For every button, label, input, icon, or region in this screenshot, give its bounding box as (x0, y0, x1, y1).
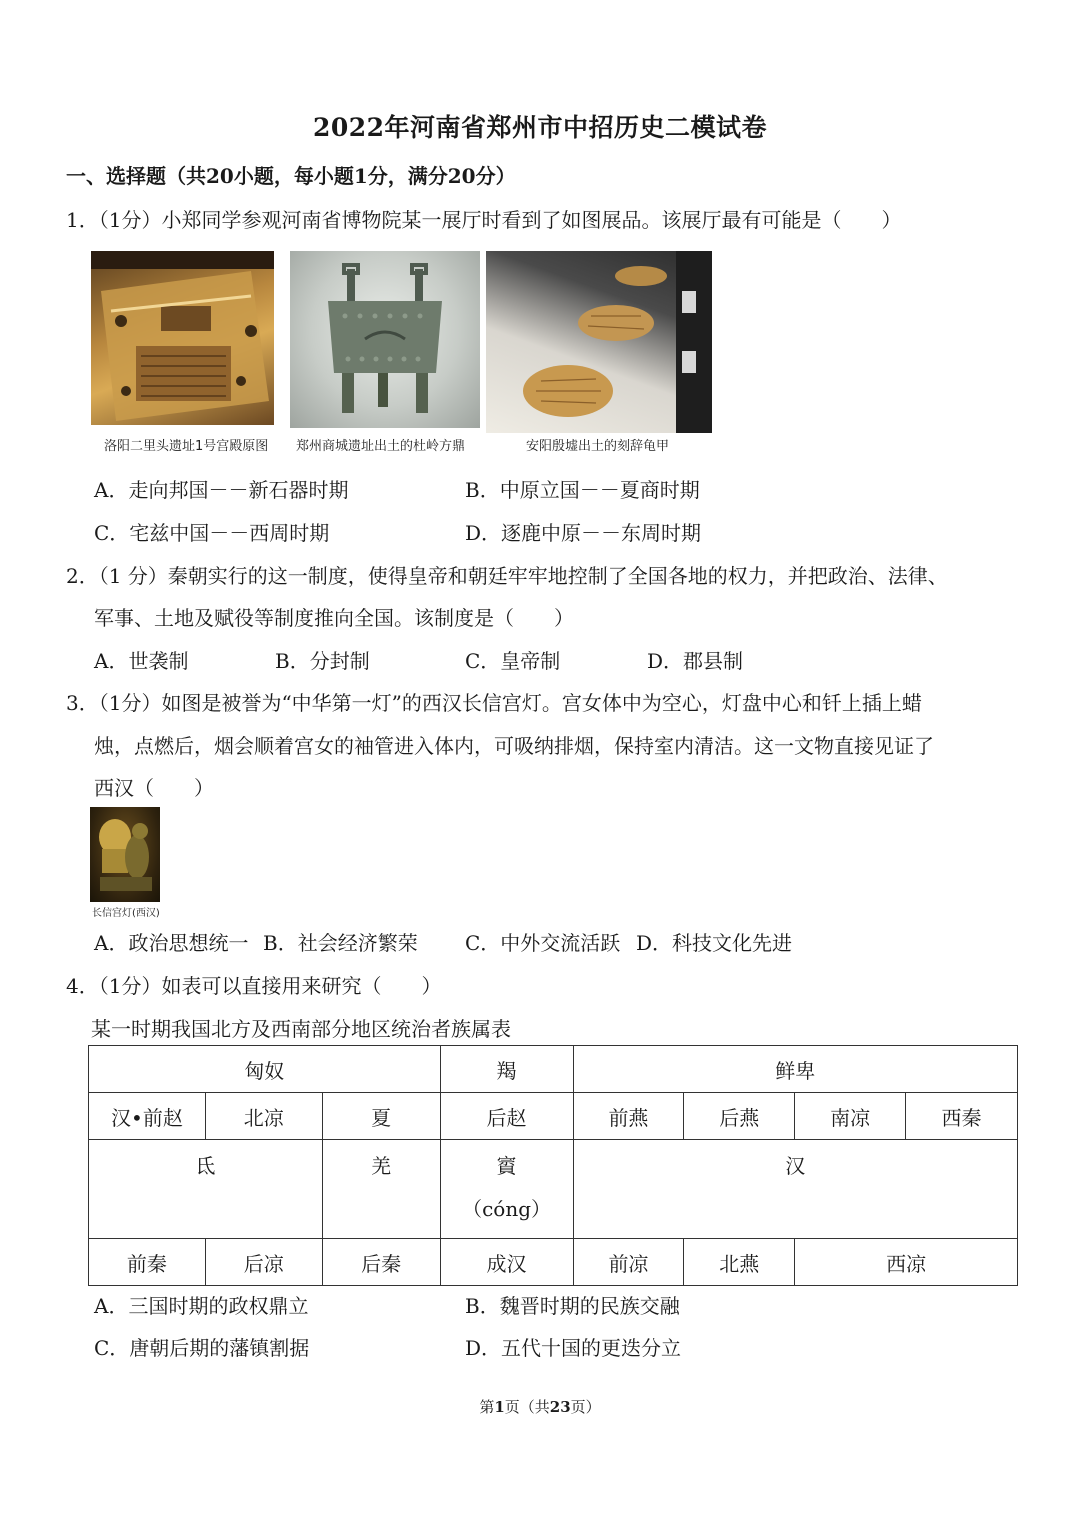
q3-stem-line3: 西汉（ ） (94, 776, 214, 800)
table-cell: 西凉 (795, 1239, 1018, 1286)
q1-option-a[interactable]: A．走向邦国－－新石器时期 (94, 478, 349, 502)
q3-option-c[interactable]: C．中外交流活跃 (465, 931, 621, 955)
table-cell: 后燕 (684, 1093, 795, 1140)
q4-option-b[interactable]: B．魏晋时期的民族交融 (465, 1294, 680, 1318)
table-cell: 氐 (89, 1140, 323, 1239)
table-cell: 后赵 (440, 1093, 573, 1140)
table-cell: 西秦 (906, 1093, 1018, 1140)
exam-title: 2022年河南省郑州市中招历史二模试卷 (312, 113, 768, 142)
table-row (89, 1093, 1018, 1140)
table-cell: 北凉 (205, 1093, 322, 1140)
tribe-table (88, 1045, 1018, 1286)
footer-suffix: 页） (570, 1398, 601, 1416)
table-cell: 前燕 (573, 1093, 684, 1140)
table-cell: 北燕 (684, 1239, 795, 1286)
table-row (89, 1239, 1018, 1286)
palace-model-photo (91, 251, 274, 425)
table-cell: 夏 (322, 1093, 440, 1140)
table-cell: 成汉 (440, 1239, 573, 1286)
table-row (89, 1140, 1018, 1239)
table-cell (440, 1140, 573, 1239)
palace-lamp-photo (90, 807, 160, 902)
q2-option-d[interactable]: D．郡县制 (647, 649, 744, 673)
table-cell: 汉•前赵 (89, 1093, 206, 1140)
footer-prefix: 第 (479, 1398, 495, 1416)
caption-palace: 洛阳二里头遗址1号宫殿原图 (104, 439, 269, 454)
q2-option-c[interactable]: C．皇帝制 (465, 649, 561, 673)
cell-pinyin: （cóng） (462, 1197, 552, 1221)
q1-option-c[interactable]: C．宅兹中国－－西周时期 (94, 521, 330, 545)
table-cell: 鲜卑 (573, 1046, 1017, 1093)
q3-stem-line2: 烛，点燃后，烟会顺着宫女的袖管进入体内，可吸纳排烟，保持室内清洁。这一文物直接见证了 (94, 734, 934, 758)
q2-option-b[interactable]: B．分封制 (275, 649, 370, 673)
q3-stem-line1: 3．（1分）如图是被誉为“中华第一灯”的西汉长信宫灯。宫女体中为空心，灯盘中心和钎上插上蜡 (66, 691, 922, 715)
table-cell: 后凉 (205, 1239, 322, 1286)
table-title: 某一时期我国北方及西南部分地区统治者族属表 (91, 1017, 511, 1041)
q1-option-d[interactable]: D．逐鹿中原－－东周时期 (465, 521, 702, 545)
q4-option-c[interactable]: C．唐朝后期的藩镇割据 (94, 1336, 310, 1360)
table-cell: 羌 (322, 1140, 440, 1239)
q4-stem: 4．（1分）如表可以直接用来研究（ ） (66, 974, 442, 998)
table-cell: 羯 (440, 1046, 573, 1093)
q3-option-a[interactable]: A．政治思想统一 (94, 931, 249, 955)
q4-option-a[interactable]: A．三国时期的政权鼎立 (94, 1294, 309, 1318)
table-cell: 前秦 (89, 1239, 206, 1286)
oracle-bone-photo (486, 251, 712, 433)
cell-text: 賨 (496, 1154, 517, 1178)
table-cell: 后秦 (322, 1239, 440, 1286)
section-heading: 一、选择题（共20小题，每小题1分，满分20分） (66, 164, 516, 188)
footer-page-number: 1 (494, 1398, 505, 1416)
q2-stem-line2: 军事、土地及赋役等制度推向全国。该制度是（ ） (94, 606, 574, 630)
table-cell: 匈奴 (89, 1046, 441, 1093)
table-cell: 汉 (573, 1140, 1017, 1239)
table-cell: 南凉 (795, 1093, 906, 1140)
page-footer (0, 1396, 1080, 1417)
caption-lamp: 长信宫灯(西汉) (92, 908, 160, 919)
footer-middle: 页（共 (504, 1398, 550, 1416)
caption-ding: 郑州商城遗址出土的杜岭方鼎 (296, 439, 466, 454)
footer-total-pages: 23 (549, 1398, 571, 1416)
q1-option-b[interactable]: B．中原立国－－夏商时期 (465, 478, 700, 502)
q1-stem: 1．（1分）小郑同学参观河南省博物院某一展厅时看到了如图展品。该展厅最有可能是（ ） (66, 208, 902, 232)
q3-option-b[interactable]: B．社会经济繁荣 (263, 931, 418, 955)
caption-oracle-bone: 安阳殷墟出土的刻辞龟甲 (526, 439, 670, 454)
bronze-ding-photo (290, 251, 480, 428)
q2-stem-line1: 2．（1 分）秦朝实行的这一制度，使得皇帝和朝廷牢牢地控制了全国各地的权力，并把政治、法律、 (66, 564, 948, 588)
q4-option-d[interactable]: D．五代十国的更迭分立 (465, 1336, 682, 1360)
table-cell: 前凉 (573, 1239, 684, 1286)
q3-option-d[interactable]: D．科技文化先进 (636, 931, 793, 955)
q2-option-a[interactable]: A．世袭制 (94, 649, 189, 673)
table-row (89, 1046, 1018, 1093)
